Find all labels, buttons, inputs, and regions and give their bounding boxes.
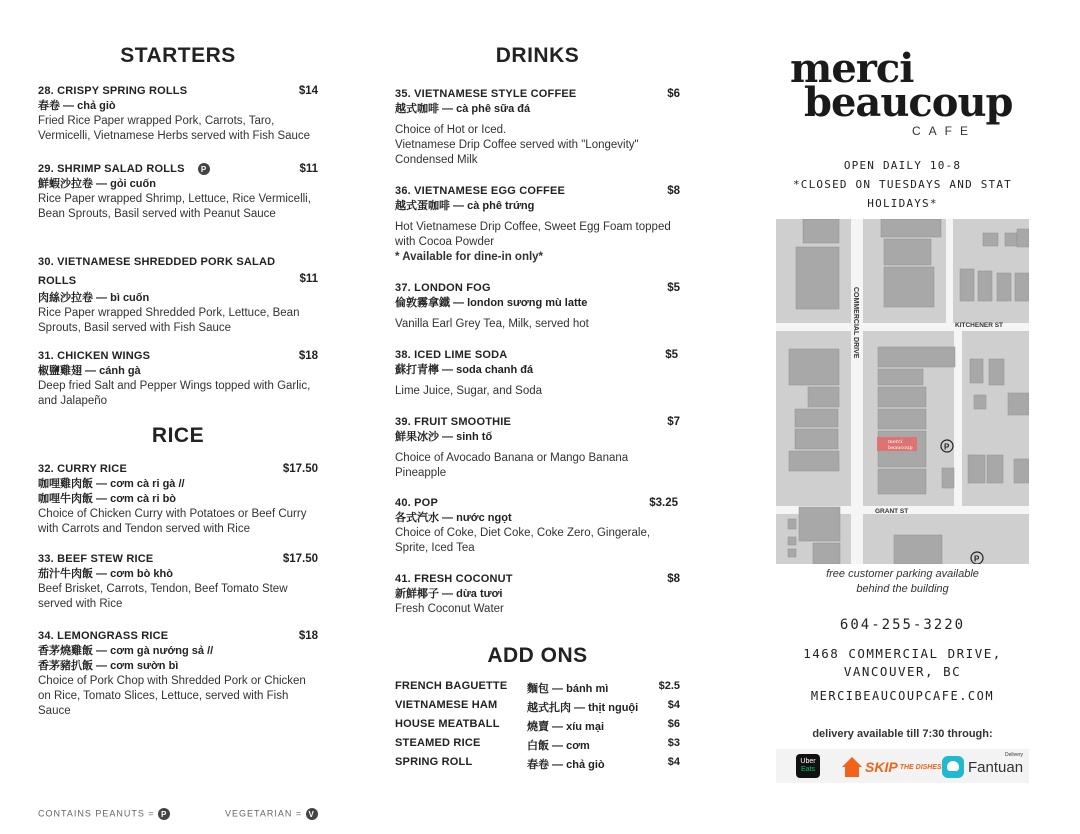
item-translation-alt: 咖哩牛肉飯 — cơm cà ri bò xyxy=(38,493,177,505)
item-description-extra: Vietnamese Drip Coffee served with "Longevity" Condensed Milk xyxy=(395,139,639,166)
item-price: $11 xyxy=(299,273,318,285)
item-description: Choice of Hot or Iced. xyxy=(395,124,507,136)
item-price: $18 xyxy=(298,350,318,362)
item-description: Fried Rice Paper wrapped Pork, Carrots, Taro, Vermicelli, Vietnamese Herbs served with Fish Sauce xyxy=(38,115,311,142)
item-description: Choice of Coke, Diet Coke, Coke Zero, Gingerale, Sprite, Iced Tea xyxy=(395,527,651,554)
item-translation: 咖哩雞肉飯 — cơm cà ri gà // xyxy=(38,478,185,490)
menu-item xyxy=(38,552,318,612)
addon-translation: 麵包 — bánh mì xyxy=(527,683,609,695)
menu-item xyxy=(395,184,680,265)
item-description: Choice of Chicken Curry with Potatoes or Beef Curry with Carrots and Tendon served with Rice xyxy=(38,508,307,535)
legend-vegetarian-label: VEGETARIAN = xyxy=(225,808,303,819)
fantuan-logo-text: Fantuan xyxy=(968,758,1024,776)
item-translation: 倫敦霧拿鐵 — london sương mù latte xyxy=(395,297,588,309)
item-name: 30. VIETNAMESE SHREDDED PORK SALAD ROLLS xyxy=(38,256,276,287)
menu-item xyxy=(38,629,318,719)
item-price: $14 xyxy=(298,85,318,97)
location-map xyxy=(776,219,1029,564)
marker-line1: merci xyxy=(888,439,903,445)
item-name: 33. BEEF STEW RICE xyxy=(38,553,154,565)
item-description: Choice of Pork Chop with Shredded Pork or Chicken on Rice, Tomato Slices, Lettuce, served with Fish Sauce xyxy=(38,675,306,717)
item-name: 28. CRISPY SPRING ROLLS xyxy=(38,85,188,97)
legend-vegetarian xyxy=(225,808,318,820)
addon-name: HOUSE MEATBALL xyxy=(395,718,500,730)
item-description: Fresh Coconut Water xyxy=(395,603,504,615)
parking-note-line: behind the building xyxy=(856,583,949,595)
peanut-icon: P xyxy=(158,808,170,820)
rice-title: RICE xyxy=(151,424,205,447)
menu-item xyxy=(395,572,680,617)
fantuan-icon xyxy=(942,756,964,778)
addon-row xyxy=(395,699,680,718)
item-name: 39. FRUIT SMOOTHIE xyxy=(395,416,512,428)
item-name: 41. FRESH COCONUT xyxy=(395,573,513,585)
logo-line1: merci xyxy=(790,48,914,92)
item-translation: 新鮮椰子 — dừa tươi xyxy=(395,588,503,600)
item-translation: 蘇打青檸 — soda chanh đá xyxy=(395,364,534,376)
addon-price: $4 xyxy=(667,756,680,768)
skip-logo-subtext: THE DISHES xyxy=(899,763,942,771)
fantuan-logo-subtext: Delivery xyxy=(1004,752,1024,758)
addon-price: $2.5 xyxy=(658,680,680,692)
item-price: $18 xyxy=(298,630,318,642)
addon-row xyxy=(395,756,680,775)
item-name: 38. ICED LIME SODA xyxy=(395,349,508,361)
item-description: Hot Vietnamese Drip Coffee, Sweet Egg Foam topped with Cocoa Powder xyxy=(395,221,671,248)
menu-item xyxy=(395,496,680,556)
item-price: $17.50 xyxy=(282,463,318,475)
addon-price: $4 xyxy=(667,699,680,711)
addon-translation: 燒賣 — xíu mại xyxy=(527,721,605,733)
item-translation: 茄汁牛肉飯 — cơm bò khò xyxy=(38,568,173,580)
item-description: Vanilla Earl Grey Tea, Milk, served hot xyxy=(395,318,589,330)
address-line: 1468 COMMERCIAL DRIVE, xyxy=(803,646,1002,661)
marker-line2: beaucoup xyxy=(888,445,913,451)
menu-item xyxy=(395,415,680,481)
hours-line: OPEN DAILY 10-8 xyxy=(843,159,962,172)
logo-cafe: CAFE xyxy=(912,124,977,138)
item-description: Lime Juice, Sugar, and Soda xyxy=(395,385,543,397)
addon-name: FRENCH BAGUETTE xyxy=(395,680,508,692)
item-translation: 鮮蝦沙拉卷 — gỏi cuốn xyxy=(38,178,156,190)
parking-note-line: free customer parking available xyxy=(826,568,979,580)
item-price: $11 xyxy=(299,163,318,175)
hours-line: HOLIDAYS* xyxy=(867,197,938,210)
item-name: 35. VIETNAMESE STYLE COFFEE xyxy=(395,88,577,100)
item-description: Rice Paper wrapped Shredded Pork, Lettuce, Bean Sprouts, Basil served with Fish Sauce xyxy=(38,307,300,334)
item-price: $6 xyxy=(667,88,680,100)
menu-item xyxy=(38,84,318,144)
menu-item xyxy=(38,162,318,222)
brand-logo xyxy=(790,48,1020,138)
item-name: 32. CURRY RICE xyxy=(38,463,127,475)
addons-list xyxy=(395,680,680,775)
uber-eats-logo[interactable] xyxy=(796,754,820,778)
item-price: $7 xyxy=(667,416,680,428)
store-marker xyxy=(877,437,917,451)
item-name: 31. CHICKEN WINGS xyxy=(38,350,151,362)
item-price: $17.50 xyxy=(282,553,318,565)
addon-name: STEAMED RICE xyxy=(395,737,481,749)
address-line: VANCOUVER, BC xyxy=(843,664,962,679)
skip-the-dishes-logo[interactable] xyxy=(842,756,942,778)
skip-house-icon xyxy=(842,757,862,767)
drinks-title: DRINKS xyxy=(495,44,580,67)
menu-item xyxy=(38,253,318,336)
menu-item xyxy=(38,349,318,409)
menu-item xyxy=(395,348,680,399)
item-name: 34. LEMONGRASS RICE xyxy=(38,630,169,642)
item-description: Choice of Avocado Banana or Mango Banana Pineapple xyxy=(395,452,629,479)
item-translation: 鮮果冰沙 — sinh tố xyxy=(395,431,493,443)
map-label-commercial: COMMERCIAL DRIVE xyxy=(852,287,859,359)
item-note: * Available for dine-in only* xyxy=(395,251,544,263)
address xyxy=(776,645,1029,681)
addon-translation: 春卷 — chả giò xyxy=(527,759,605,771)
delivery-logos xyxy=(776,749,1029,783)
item-price: $8 xyxy=(667,185,680,197)
hours-line: *CLOSED ON TUESDAYS AND STAT xyxy=(792,178,1013,191)
map-label-grant: GRANT ST xyxy=(875,508,909,515)
item-description: Beef Brisket, Carrots, Tendon, Beef Tomato Stew served with Rice xyxy=(38,583,288,610)
map-label-kitchener: KITCHENER ST xyxy=(955,322,1004,329)
addon-row xyxy=(395,718,680,737)
opening-hours xyxy=(776,156,1029,213)
addon-row xyxy=(395,737,680,756)
addon-price: $3 xyxy=(667,737,680,749)
item-name: 29. SHRIMP SALAD ROLLS P xyxy=(38,162,318,177)
starters-title: STARTERS xyxy=(120,44,236,67)
item-name: 36. VIETNAMESE EGG COFFEE xyxy=(395,185,566,197)
item-translation: 香茅燒雞飯 — cơm gà nướng sả // xyxy=(38,645,214,657)
item-name: 37. LONDON FOG xyxy=(395,282,491,294)
peanut-icon: P xyxy=(198,163,210,175)
item-translation: 越式咖啡 — cà phê sữa đá xyxy=(395,103,531,115)
item-description: Rice Paper wrapped Shrimp, Lettuce, Rice Vermicelli, Bean Sprouts, Basil served with Peanut Sauce xyxy=(38,193,311,220)
item-price: $3.25 xyxy=(649,497,678,509)
delivery-text: delivery available till 7:30 through: xyxy=(812,728,993,740)
addons-title: ADD ONS xyxy=(487,644,588,667)
item-price: $5 xyxy=(667,282,680,294)
menu-item xyxy=(38,462,318,537)
parking-icon-label: P xyxy=(944,442,950,452)
item-translation: 越式蛋咖啡 — cà phê trứng xyxy=(395,200,535,212)
addon-name: VIETNAMESE HAM xyxy=(395,699,498,711)
addon-translation: 白飯 — cơm xyxy=(527,740,590,752)
item-description: Deep fried Salt and Pepper Wings topped with Garlic, and Jalapeño xyxy=(38,380,311,407)
addon-price: $6 xyxy=(667,718,680,730)
legend-peanuts xyxy=(38,808,170,820)
parking-note xyxy=(776,567,1029,597)
item-translation-alt: 香茅豬扒飯 — cơm sườn bì xyxy=(38,660,179,672)
addon-row xyxy=(395,680,680,699)
logo-line2: beaucoup xyxy=(804,79,1013,126)
legend-peanuts-label: CONTAINS PEANUTS = xyxy=(38,808,155,819)
uber-logo-text: Uber xyxy=(800,758,816,765)
vegetarian-icon: V xyxy=(306,808,318,820)
uber-logo-text: Eats xyxy=(800,766,815,773)
map-svg xyxy=(776,219,1029,564)
fantuan-logo[interactable] xyxy=(942,752,1024,779)
phone-number[interactable]: 604-255-3220 xyxy=(839,617,966,633)
addon-translation: 越式扎肉 — thịt nguội xyxy=(527,702,639,714)
website-link[interactable]: MERCIBEAUCOUPCAFE.COM xyxy=(810,689,995,703)
item-price: $5 xyxy=(665,349,678,361)
item-translation: 肉絲沙拉卷 — bì cuốn xyxy=(38,292,150,304)
skip-house-body xyxy=(845,767,859,777)
item-name: 40. POP xyxy=(395,497,438,509)
addon-name: SPRING ROLL xyxy=(395,756,473,768)
menu-item xyxy=(395,281,680,332)
item-price: $8 xyxy=(667,573,680,585)
skip-logo-text: SKIP xyxy=(865,759,898,775)
menu-item xyxy=(395,87,680,168)
item-translation: 椒鹽雞翅 — cánh gà xyxy=(38,365,141,377)
parking-icon-label: P xyxy=(974,554,980,564)
item-translation: 春卷 — chả giò xyxy=(38,100,116,112)
item-translation: 各式汽水 — nước ngọt xyxy=(395,512,512,524)
